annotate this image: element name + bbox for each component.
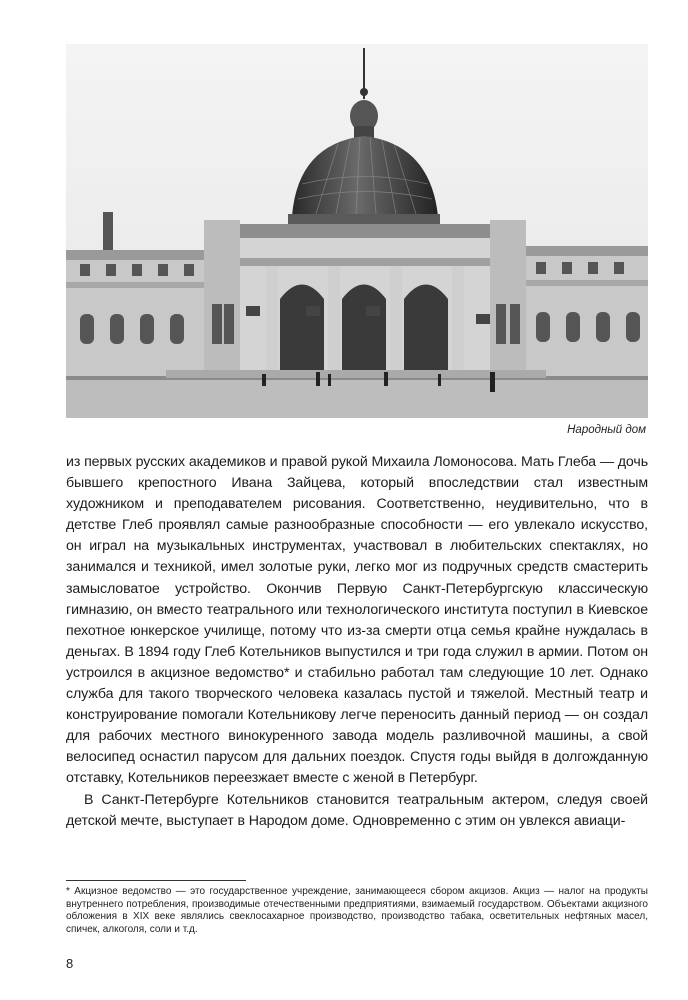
- paragraph: из первых русских академиков и правой рукой Михаила Ломоносова. Мать Глеба — дочь бывшего крепостного Ивана Зайцева, который впоследствии стал известным художником и преподавателем рисования. Соответственно, неудивительно, что в детстве Глеб проявлял самые разнообразные способности — его увлекало искусство, он играл на музыкальных инструментах, участвовал в любительских спектаклях, но занимался и техникой, имел золотые руки, легко мог из подручных средств смастерить замысловатое устройство. Окончив Первую Санкт-Петербургскую классическую гимназию, он вместо театрального или технологического института поступил в Киевское пехотное юнкерское училище, потому что из-за смерти отца семья крайне нуждалась в деньгах. В 1894 году Глеб Котельников выпустился и три года служил в армии. Потом он устроился в акцизное ведомство* и стабильно работал там следующие 10 лет. Однако служба для такого творческого человека казалась пустой и тяжелой. Местный театр и конструирование помогали Котельникову легче переносить данный период — он создал для рабочих местного винокуренного завода модель разливочной машины, а свой велосипед оснастил парусом для дальних поездок. Спустя годы выйдя в долгожданную отставку, Котельников переезжает вместе с женой в Петербург.: [66, 454, 648, 787]
- photo-narodny-dom: [66, 44, 648, 418]
- page-number: 8: [66, 956, 74, 971]
- footnote-divider: [66, 880, 246, 881]
- paragraph: В Санкт-Петербурге Котельников становится театральным актером, следуя своей детской мечте, выступает в Народом доме. Одновременно с этим он увлекся авиаци-: [66, 791, 648, 829]
- body-text: [66, 452, 648, 832]
- footnote: * Акцизное ведомство — это государственное учреждение, занимающееся сбором акцизов. Акциз — налог на продукты внутреннего потребления, производимые отечественными предприятиями, взимаемый государством. Объектами акцизного обложения в XIX веке являлись свеклосахарное производство, производство табака, осветительных нефтяных масел, спичек, алкоголя, соли и т.д.: [66, 886, 648, 935]
- photo-caption: Народный дом: [567, 424, 646, 436]
